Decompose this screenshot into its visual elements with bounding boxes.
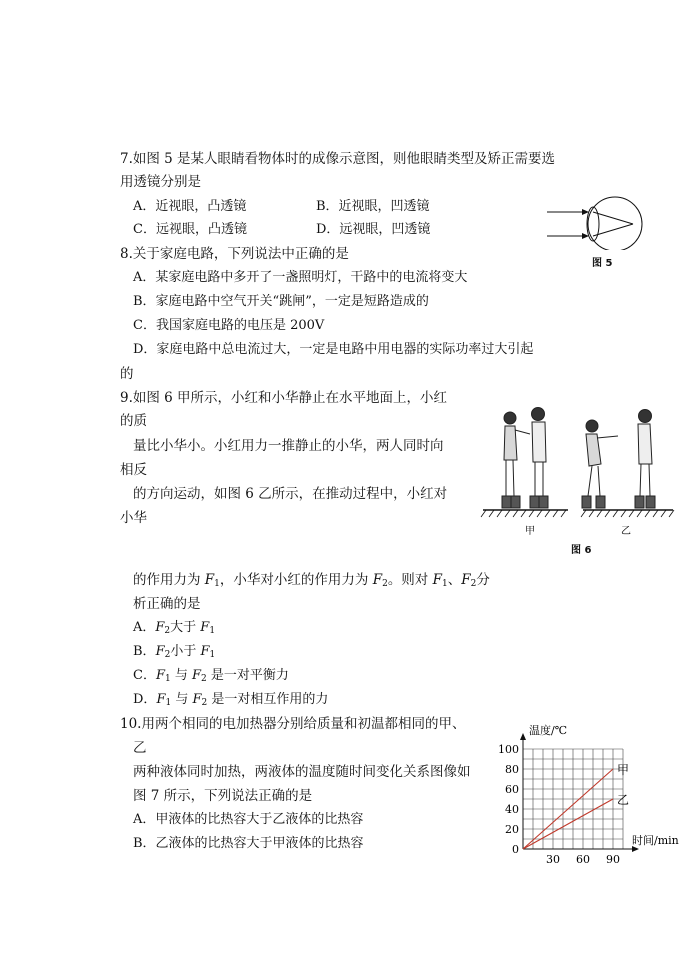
q9-option-a: A．$F_2$大于 $F_1$ <box>133 620 216 636</box>
y-tick-label: 40 <box>505 803 519 816</box>
y-axis-arrow <box>520 733 526 740</box>
q9-stem-line6: 小华 <box>120 510 147 526</box>
q9-stem-line5: 的方向运动，如图 6 乙所示，在推动过程中，小红对 <box>133 486 448 502</box>
figure-girl-left <box>502 412 530 508</box>
q9-option-c: C．$F_1$ 与 $F_2$ 是一对平衡力 <box>133 668 289 684</box>
q7-option-c: C．远视眼，凸透镜 <box>133 222 247 237</box>
eyeball <box>588 197 642 250</box>
figure-boy-left <box>530 408 548 509</box>
q7-stem-line1: 7.如图 5 是某人眼睛看物体时的成像示意图，则他眼睛类型及矫正需要选 <box>120 151 556 167</box>
q9-stem-line4: 相反 <box>120 462 147 478</box>
series-label: 甲 <box>617 763 630 777</box>
figure-5-caption: 图 5 <box>592 258 613 269</box>
q9-stem-line7: 的作用力为 $F_1$，小华对小红的作用力为 $F_2$。则对 $F_1$、$F_2$分 <box>133 572 490 589</box>
y-tick-label: 80 <box>505 763 519 776</box>
q10-option-b: B．乙液体的比热容大于甲液体的比热容 <box>133 836 364 851</box>
figure-6-label-right: 乙 <box>621 526 631 537</box>
q8-option-c: C．我国家庭电路的电压是 200V <box>133 318 325 333</box>
q7-option-b: B．近视眼，凹透镜 <box>316 199 430 214</box>
y-tick-label: 100 <box>498 743 519 756</box>
chart-ticks <box>498 743 620 866</box>
q8-option-d-wrap: 的 <box>120 366 134 382</box>
x-axis-label: 时间/min <box>632 834 679 847</box>
y-tick-label: 60 <box>505 783 519 796</box>
figure-girl-right <box>582 420 618 508</box>
y-tick-label: 0 <box>512 843 519 856</box>
ground-right-hatch <box>581 510 674 517</box>
series-line <box>523 799 613 849</box>
figure-boy-right <box>635 410 655 509</box>
figure-6-caption: 图 6 <box>571 545 592 556</box>
q10-stem-line1: 10.用两个相同的电加热器分别给质量和初温都相同的甲、 <box>120 716 466 732</box>
series-label: 乙 <box>617 793 630 807</box>
q10-stem-line3: 图 7 所示，下列说法正确的是 <box>133 788 313 804</box>
temperature-time-chart <box>495 722 687 867</box>
q9-option-d: D．$F_1$ 与 $F_2$ 是一对相互作用的力 <box>133 692 329 708</box>
q9-stem-line1: 9.如图 6 甲所示，小红和小华静止在水平地面上，小红 <box>120 390 448 406</box>
q9-option-b: B．$F_2$小于 $F_1$ <box>133 644 216 660</box>
x-tick-label: 30 <box>546 853 560 866</box>
ground-left-hatch <box>481 510 566 517</box>
chart-grid <box>523 749 623 849</box>
x-tick-label: 90 <box>606 853 620 866</box>
q7-option-a: A．近视眼，凸透镜 <box>133 199 247 214</box>
q8-option-a: A．某家庭电路中多开了一盏照明灯，干路中的电流将变大 <box>133 270 468 285</box>
q9-stem-line2: 的质 <box>120 413 147 429</box>
q9-stem-line8: 析正确的是 <box>133 596 201 612</box>
q10-stem-line1-wrap: 乙 <box>133 740 147 756</box>
q10-option-a: A．甲液体的比热容大于乙液体的比热容 <box>133 812 364 827</box>
q7-option-d: D．远视眼，凹透镜 <box>316 222 431 237</box>
eye-diagram-figure <box>545 195 645 250</box>
figure-6-label-left: 甲 <box>525 526 535 537</box>
x-tick-label: 60 <box>576 853 590 866</box>
q8-option-d: D．家庭电路中总电流过大，一定是电路中用电器的实际功率过大引起 <box>133 342 534 357</box>
push-figure <box>478 400 678 540</box>
y-tick-label: 20 <box>505 823 519 836</box>
y-axis-label: 温度/℃ <box>529 724 568 737</box>
q8-stem: 8.关于家庭电路，下列说法中正确的是 <box>120 246 349 262</box>
q9-stem-line3: 量比小华小。小红用力一推静止的小华，两人同时向 <box>133 438 444 454</box>
q10-stem-line2: 两种液体同时加热，两液体的温度随时间变化关系图像如 <box>133 764 471 780</box>
q7-stem-line2: 用透镜分别是 <box>120 174 201 190</box>
q8-option-b: B．家庭电路中空气开关“跳闸”，一定是短路造成的 <box>133 294 429 309</box>
